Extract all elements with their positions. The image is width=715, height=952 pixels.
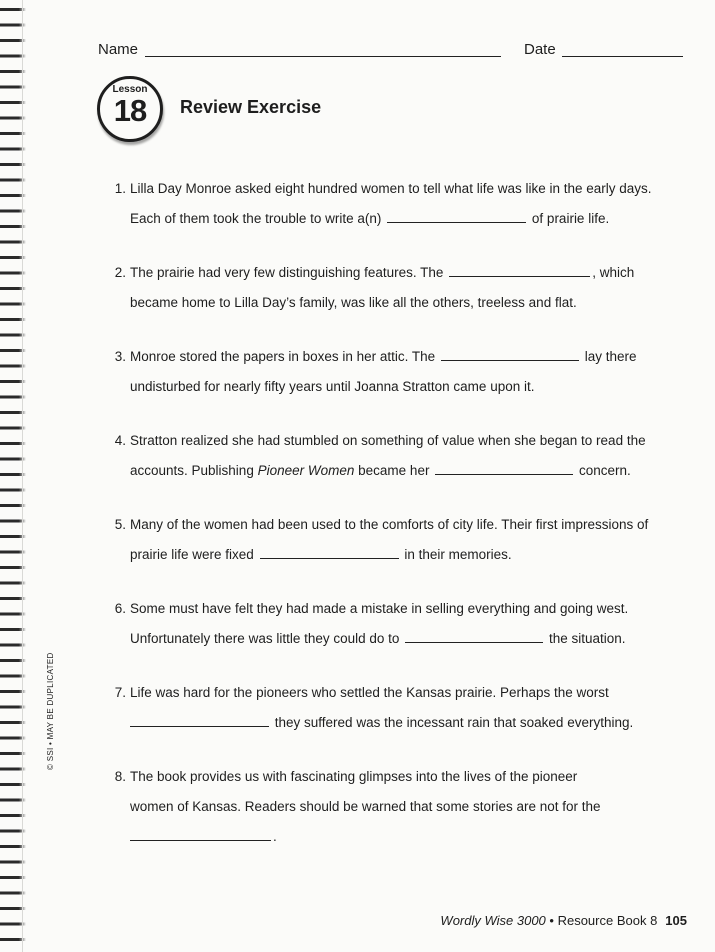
item-number: 1. bbox=[114, 181, 126, 196]
item-line: of prairie life. bbox=[531, 211, 610, 226]
book-subtitle: • Resource Book 8 bbox=[545, 913, 658, 928]
item-line: The book provides us with fascinating glimpses into the lives of the pioneer bbox=[130, 769, 578, 784]
page-number: 105 bbox=[665, 913, 687, 928]
page-title: Review Exercise bbox=[180, 97, 322, 117]
name-label: Name bbox=[98, 41, 139, 58]
item-text bbox=[130, 342, 675, 402]
page-footer bbox=[440, 913, 687, 928]
item-number: 7. bbox=[114, 685, 126, 700]
item-line: Some must have felt they had made a mistake in selling everything and going west. bbox=[130, 601, 629, 616]
item-number: 5. bbox=[114, 517, 126, 532]
date-label: Date bbox=[524, 41, 556, 58]
item-number: 2. bbox=[114, 265, 126, 280]
lesson-badge bbox=[97, 76, 163, 142]
item-line: became her bbox=[358, 463, 430, 478]
date-field[interactable] bbox=[562, 56, 683, 57]
item-number: 6. bbox=[114, 601, 126, 616]
lesson-label: Lesson bbox=[112, 84, 148, 95]
item-line: Life was hard for the pioneers who settled the Kansas prairie. Perhaps the worst bbox=[130, 685, 609, 700]
item-line: became home to Lilla Day’s family, was like all the others, treeless and flat. bbox=[130, 295, 577, 310]
item-line: the situation. bbox=[548, 631, 626, 646]
item-line: undisturbed for nearly fifty years until Joanna Stratton came upon it. bbox=[130, 379, 535, 394]
spiral-shade bbox=[8, 0, 26, 952]
item-line: . bbox=[273, 829, 277, 844]
answer-blank[interactable] bbox=[435, 460, 573, 475]
item-line: , which bbox=[592, 265, 635, 280]
answer-blank[interactable] bbox=[260, 544, 399, 559]
item-line: accounts. Publishing bbox=[130, 463, 254, 478]
item-text bbox=[130, 678, 675, 738]
item-line: lay there bbox=[584, 349, 637, 364]
answer-blank[interactable] bbox=[130, 712, 269, 727]
item-number: 3. bbox=[114, 349, 126, 364]
item-line: they suffered was the incessant rain that soaked everything. bbox=[274, 715, 634, 730]
page-edge bbox=[22, 0, 23, 952]
item-line: concern. bbox=[578, 463, 631, 478]
item-line: prairie life were fixed bbox=[130, 547, 254, 562]
copyright-note: © SSI • MAY BE DUPLICATED bbox=[46, 652, 55, 770]
item-line: in their memories. bbox=[404, 547, 512, 562]
item-text bbox=[130, 594, 675, 654]
item-line: The prairie had very few distinguishing features. The bbox=[130, 265, 444, 280]
item-line: Many of the women had been used to the comforts of city life. Their first impressions of bbox=[130, 517, 649, 532]
item-line: Stratton realized she had stumbled on something of value when she began to read the bbox=[130, 433, 646, 448]
item-line: Monroe stored the papers in boxes in her attic. The bbox=[130, 349, 436, 364]
item-line: Unfortunately there was little they could do to bbox=[130, 631, 400, 646]
book-name: Wordly Wise 3000 bbox=[440, 913, 546, 928]
answer-blank[interactable] bbox=[405, 628, 543, 643]
answer-blank[interactable] bbox=[449, 262, 590, 277]
item-line: Lilla Day Monroe asked eight hundred women to tell what life was like in the early days. bbox=[130, 181, 652, 196]
name-field[interactable] bbox=[145, 56, 501, 57]
item-number: 8. bbox=[114, 769, 126, 784]
item-text bbox=[130, 426, 675, 486]
item-text bbox=[130, 762, 675, 852]
item-text bbox=[130, 510, 675, 570]
item-text bbox=[130, 174, 675, 234]
item-number: 4. bbox=[114, 433, 126, 448]
answer-blank[interactable] bbox=[441, 346, 579, 361]
answer-blank[interactable] bbox=[387, 208, 526, 223]
item-line: Each of them took the trouble to write a(n) bbox=[130, 211, 382, 226]
lesson-number: 18 bbox=[113, 93, 147, 128]
item-line: women of Kansas. Readers should be warned that some stories are not for the bbox=[130, 799, 601, 814]
item-text bbox=[130, 258, 675, 318]
book-title: Pioneer Women bbox=[257, 463, 355, 478]
answer-blank[interactable] bbox=[130, 826, 271, 841]
